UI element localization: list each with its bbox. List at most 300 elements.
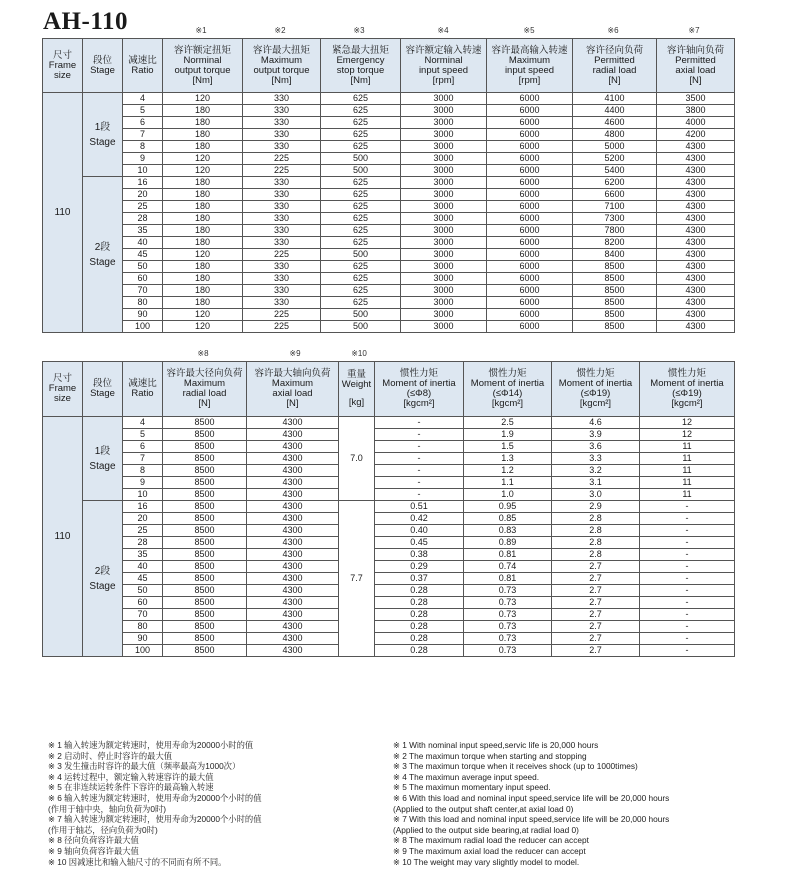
weight-cell: 7.7 — [339, 501, 375, 657]
value-cell: 8500 — [163, 621, 247, 633]
value-cell: 330 — [243, 273, 321, 285]
value-cell: 0.28 — [375, 621, 464, 633]
header-maximum-radial-load: 容许最大径向负荷 Maximum radial load [N] — [163, 362, 247, 417]
value-cell: 2.8 — [552, 537, 640, 549]
value-cell: 330 — [243, 225, 321, 237]
spec-table-2 — [42, 361, 735, 657]
value-cell: 0.28 — [375, 585, 464, 597]
value-cell: 180 — [163, 105, 243, 117]
value-cell: 4300 — [247, 621, 339, 633]
stage-label-cn: 2段 — [94, 241, 111, 253]
value-cell: 4300 — [247, 489, 339, 501]
value-cell: 0.73 — [464, 645, 552, 657]
value-cell: 6000 — [487, 237, 573, 249]
note-marker: ※3 — [353, 26, 365, 35]
table-row — [43, 93, 735, 105]
value-cell: 2.8 — [552, 525, 640, 537]
value-cell: 0.42 — [375, 513, 464, 525]
value-cell: 330 — [243, 177, 321, 189]
ratio-cell: 25 — [123, 201, 163, 213]
value-cell: 12 — [640, 429, 735, 441]
value-cell: 0.73 — [464, 597, 552, 609]
table1-note-markers — [0, 26, 786, 36]
header-nominal-output-torque: 容许额定扭矩 Norminal output torque [Nm] — [163, 39, 243, 93]
stage-cell — [83, 501, 123, 657]
table-row — [43, 525, 735, 537]
value-cell: - — [375, 441, 464, 453]
value-cell: 4400 — [573, 105, 657, 117]
note-marker: ※6 — [607, 26, 619, 35]
weight-cell: 7.0 — [339, 417, 375, 501]
value-cell: 1.5 — [464, 441, 552, 453]
value-cell: 120 — [163, 249, 243, 261]
footnote-en: ※ 5 The maximun momentary input speed. — [393, 782, 551, 793]
value-cell: 4600 — [573, 117, 657, 129]
value-cell: 0.85 — [464, 513, 552, 525]
ratio-cell: 8 — [123, 465, 163, 477]
header-inertia-phi8: 惯性力矩 Moment of inertia (≤Φ8) [kgcm²] — [375, 362, 464, 417]
ratio-cell: 50 — [123, 585, 163, 597]
value-cell: 6000 — [487, 225, 573, 237]
value-cell: 120 — [163, 309, 243, 321]
spec-table-1 — [42, 38, 735, 333]
table-row — [43, 225, 735, 237]
ratio-cell: 10 — [123, 165, 163, 177]
value-cell: 11 — [640, 453, 735, 465]
ratio-cell: 70 — [123, 285, 163, 297]
value-cell: 4300 — [247, 585, 339, 597]
ratio-cell: 5 — [123, 105, 163, 117]
table2-note-markers — [0, 349, 786, 359]
value-cell: 225 — [243, 309, 321, 321]
table-row — [43, 597, 735, 609]
table-row — [43, 573, 735, 585]
ratio-cell: 28 — [123, 537, 163, 549]
footnote-cn: ※ 3 发生撞击时容许的最大值（频率最高为1000次） — [48, 761, 241, 772]
value-cell: 3000 — [401, 225, 487, 237]
value-cell: 8500 — [163, 573, 247, 585]
table-row — [43, 297, 735, 309]
value-cell: 4300 — [657, 225, 735, 237]
value-cell: 330 — [243, 93, 321, 105]
value-cell: 2.7 — [552, 585, 640, 597]
value-cell: 3000 — [401, 213, 487, 225]
value-cell: 6000 — [487, 297, 573, 309]
value-cell: 2.7 — [552, 633, 640, 645]
value-cell: - — [375, 477, 464, 489]
note-marker: ※1 — [195, 26, 207, 35]
footnote-en: ※ 9 The maximum axial load the reducer can accept — [393, 845, 586, 856]
ratio-cell: 6 — [123, 117, 163, 129]
value-cell: 4800 — [573, 129, 657, 141]
value-cell: 180 — [163, 189, 243, 201]
value-cell: 3000 — [401, 309, 487, 321]
ratio-cell: 9 — [123, 477, 163, 489]
value-cell: - — [640, 597, 735, 609]
value-cell: 8500 — [163, 477, 247, 489]
note-marker: ※4 — [437, 26, 449, 35]
stage-label-en: Stage — [89, 460, 116, 472]
value-cell: 4300 — [247, 429, 339, 441]
value-cell: 225 — [243, 153, 321, 165]
value-cell: 180 — [163, 213, 243, 225]
value-cell: 3500 — [657, 93, 735, 105]
value-cell: 330 — [243, 189, 321, 201]
value-cell: 4300 — [657, 297, 735, 309]
value-cell: 2.5 — [464, 417, 552, 429]
value-cell: 625 — [321, 285, 401, 297]
ratio-cell: 4 — [123, 93, 163, 105]
value-cell: 4300 — [657, 285, 735, 297]
value-cell: 11 — [640, 489, 735, 501]
value-cell: 180 — [163, 261, 243, 273]
value-cell: 8500 — [573, 297, 657, 309]
value-cell: 8500 — [163, 585, 247, 597]
table-row — [43, 489, 735, 501]
value-cell: 4300 — [247, 609, 339, 621]
ratio-cell: 60 — [123, 273, 163, 285]
value-cell: 1.3 — [464, 453, 552, 465]
footnote-cn: ※ 2 启动时、停止时容许的最大值 — [48, 750, 173, 761]
value-cell: 6000 — [487, 189, 573, 201]
table-row — [43, 201, 735, 213]
value-cell: 7100 — [573, 201, 657, 213]
value-cell: 0.73 — [464, 609, 552, 621]
value-cell: 0.40 — [375, 525, 464, 537]
ratio-cell: 35 — [123, 549, 163, 561]
value-cell: 330 — [243, 213, 321, 225]
value-cell: 4300 — [247, 477, 339, 489]
value-cell: 8500 — [163, 609, 247, 621]
value-cell: 0.28 — [375, 597, 464, 609]
value-cell: 4200 — [657, 129, 735, 141]
value-cell: 6600 — [573, 189, 657, 201]
value-cell: 4300 — [247, 453, 339, 465]
value-cell: 3000 — [401, 153, 487, 165]
value-cell: 120 — [163, 93, 243, 105]
table-row — [43, 633, 735, 645]
note-marker: ※5 — [523, 26, 535, 35]
value-cell: 4300 — [657, 237, 735, 249]
value-cell: 8500 — [163, 453, 247, 465]
value-cell: 6000 — [487, 153, 573, 165]
value-cell: 6000 — [487, 93, 573, 105]
value-cell: 120 — [163, 321, 243, 333]
value-cell: 625 — [321, 117, 401, 129]
frame-size-cell: 110 — [43, 417, 83, 657]
value-cell: 6200 — [573, 177, 657, 189]
header-emergency-stop-torque: 紧急最大扭矩 Emergency stop torque [Nm] — [321, 39, 401, 93]
ratio-cell: 5 — [123, 429, 163, 441]
value-cell: 0.38 — [375, 549, 464, 561]
value-cell: 180 — [163, 285, 243, 297]
value-cell: 3000 — [401, 141, 487, 153]
value-cell: 8500 — [163, 501, 247, 513]
value-cell: 3000 — [401, 129, 487, 141]
stage-label-cn: 1段 — [94, 445, 111, 457]
value-cell: 3000 — [401, 261, 487, 273]
ratio-cell: 90 — [123, 633, 163, 645]
ratio-cell: 7 — [123, 129, 163, 141]
value-cell: 8500 — [163, 429, 247, 441]
value-cell: - — [640, 525, 735, 537]
value-cell: 8500 — [163, 465, 247, 477]
value-cell: 7300 — [573, 213, 657, 225]
table-row — [43, 165, 735, 177]
value-cell: - — [640, 609, 735, 621]
value-cell: 3000 — [401, 177, 487, 189]
value-cell: 180 — [163, 237, 243, 249]
table-row — [43, 141, 735, 153]
note-marker: ※2 — [274, 26, 286, 35]
value-cell: 225 — [243, 165, 321, 177]
ratio-cell: 100 — [123, 321, 163, 333]
header-permitted-axial-load: 容许轴向负荷 Permitted axial load [N] — [657, 39, 735, 93]
value-cell: 180 — [163, 225, 243, 237]
value-cell: - — [375, 417, 464, 429]
footnote-en: (Applied to the output shaft center,at axial load 0) — [393, 803, 574, 814]
value-cell: 180 — [163, 297, 243, 309]
header-frame-size: 尺寸 Frame size — [43, 362, 83, 417]
table-row — [43, 537, 735, 549]
value-cell: 0.29 — [375, 561, 464, 573]
value-cell: - — [640, 501, 735, 513]
value-cell: 11 — [640, 477, 735, 489]
value-cell: 0.51 — [375, 501, 464, 513]
ratio-cell: 10 — [123, 489, 163, 501]
value-cell: 6000 — [487, 309, 573, 321]
value-cell: 8500 — [163, 513, 247, 525]
value-cell: 2.7 — [552, 609, 640, 621]
value-cell: 330 — [243, 237, 321, 249]
value-cell: - — [375, 453, 464, 465]
value-cell: 3000 — [401, 165, 487, 177]
footnote-en: ※ 1 With nominal input speed,servic life is 20,000 hours — [393, 740, 599, 750]
table-row — [43, 477, 735, 489]
value-cell: 2.8 — [552, 549, 640, 561]
value-cell: 330 — [243, 285, 321, 297]
table-row — [43, 549, 735, 561]
table-row — [43, 465, 735, 477]
value-cell: - — [640, 549, 735, 561]
value-cell: 8500 — [163, 525, 247, 537]
value-cell: 4300 — [657, 189, 735, 201]
header-nominal-input-speed: 容许额定输入转速 Norminal input speed [rpm] — [401, 39, 487, 93]
footnote-en: (Applied to the output side bearing,at radial load 0) — [393, 824, 579, 835]
value-cell: 4300 — [657, 201, 735, 213]
ratio-cell: 4 — [123, 417, 163, 429]
ratio-cell: 80 — [123, 297, 163, 309]
footnote-en: ※ 4 The maximun average input speed. — [393, 771, 540, 782]
value-cell: 1.2 — [464, 465, 552, 477]
table-row — [43, 177, 735, 189]
value-cell: 0.74 — [464, 561, 552, 573]
value-cell: 330 — [243, 117, 321, 129]
value-cell: 180 — [163, 129, 243, 141]
value-cell: 1.9 — [464, 429, 552, 441]
header-inertia-phi19-b: 惯性力矩 Moment of inertia (≤Φ19) [kgcm²] — [640, 362, 735, 417]
value-cell: 0.73 — [464, 585, 552, 597]
value-cell: 4300 — [247, 537, 339, 549]
header-frame-size: 尺寸 Frame size — [43, 39, 83, 93]
ratio-cell: 100 — [123, 645, 163, 657]
footnote-cn: ※ 7 输入转速为额定转速时，使用寿命为20000个小时的值 — [48, 814, 262, 825]
value-cell: 4300 — [657, 273, 735, 285]
value-cell: 8500 — [573, 273, 657, 285]
value-cell: 4300 — [657, 141, 735, 153]
value-cell: 2.7 — [552, 573, 640, 585]
ratio-cell: 16 — [123, 501, 163, 513]
value-cell: 3000 — [401, 105, 487, 117]
value-cell: 2.7 — [552, 645, 640, 657]
header-maximum-output-torque: 容许最大扭矩 Maximum output torque [Nm] — [243, 39, 321, 93]
table-row — [43, 309, 735, 321]
value-cell: 3800 — [657, 105, 735, 117]
ratio-cell: 20 — [123, 513, 163, 525]
ratio-cell: 70 — [123, 609, 163, 621]
value-cell: 1.1 — [464, 477, 552, 489]
value-cell: 6000 — [487, 129, 573, 141]
value-cell: 4300 — [657, 309, 735, 321]
value-cell: 625 — [321, 201, 401, 213]
value-cell: 8400 — [573, 249, 657, 261]
stage-label-en: Stage — [89, 256, 116, 268]
value-cell: 5000 — [573, 141, 657, 153]
table-row — [43, 645, 735, 657]
footnote-cn: (作用于轴芯，径向负荷为0时) — [48, 824, 158, 835]
value-cell: 3000 — [401, 201, 487, 213]
stage-label-cn: 2段 — [94, 565, 111, 577]
ratio-cell: 28 — [123, 213, 163, 225]
table-row — [43, 285, 735, 297]
value-cell: 225 — [243, 321, 321, 333]
value-cell: 4000 — [657, 117, 735, 129]
value-cell: 180 — [163, 141, 243, 153]
table-row — [43, 273, 735, 285]
value-cell: 3.0 — [552, 489, 640, 501]
note-marker: ※10 — [351, 349, 367, 358]
value-cell: 4300 — [247, 561, 339, 573]
value-cell: 8500 — [163, 537, 247, 549]
ratio-cell: 9 — [123, 153, 163, 165]
value-cell: 3000 — [401, 189, 487, 201]
value-cell: 2.8 — [552, 513, 640, 525]
table-row — [43, 117, 735, 129]
ratio-cell: 7 — [123, 453, 163, 465]
value-cell: 6000 — [487, 321, 573, 333]
table-row — [43, 249, 735, 261]
ratio-cell: 45 — [123, 573, 163, 585]
table-row — [43, 129, 735, 141]
footnote-en: ※ 7 With this load and nominal input speed,service life will be 20,000 hours — [393, 814, 670, 825]
ratio-cell: 6 — [123, 441, 163, 453]
table-row — [43, 237, 735, 249]
note-marker: ※7 — [688, 26, 700, 35]
value-cell: 6000 — [487, 261, 573, 273]
value-cell: 120 — [163, 153, 243, 165]
value-cell: 6000 — [487, 177, 573, 189]
value-cell: 12 — [640, 417, 735, 429]
value-cell: 4.6 — [552, 417, 640, 429]
value-cell: 4300 — [657, 165, 735, 177]
footnotes-chinese — [48, 740, 262, 867]
header-stage: 段位 Stage — [83, 39, 123, 93]
value-cell: 0.45 — [375, 537, 464, 549]
value-cell: 8500 — [163, 645, 247, 657]
header-inertia-phi14: 惯性力矩 Moment of inertia (≤Φ14) [kgcm²] — [464, 362, 552, 417]
value-cell: 6000 — [487, 105, 573, 117]
value-cell: 7800 — [573, 225, 657, 237]
value-cell: 2.7 — [552, 597, 640, 609]
value-cell: 4300 — [657, 249, 735, 261]
value-cell: 4300 — [247, 465, 339, 477]
value-cell: 8500 — [163, 441, 247, 453]
value-cell: 1.0 — [464, 489, 552, 501]
ratio-cell: 25 — [123, 525, 163, 537]
note-marker: ※8 — [197, 349, 209, 358]
value-cell: 3000 — [401, 273, 487, 285]
value-cell: 330 — [243, 141, 321, 153]
value-cell: 625 — [321, 297, 401, 309]
stage-label-en: Stage — [89, 580, 116, 592]
value-cell: - — [375, 465, 464, 477]
footnote-cn: ※ 5 在非连续运转条件下容许的最高输入转速 — [48, 782, 214, 793]
value-cell: 625 — [321, 237, 401, 249]
stage-cell — [83, 177, 123, 333]
value-cell: 6000 — [487, 117, 573, 129]
value-cell: 6000 — [487, 165, 573, 177]
header-maximum-axial-load: 容许最大轴向负荷 Maximum axial load [N] — [247, 362, 339, 417]
header-ratio: 减速比 Ratio — [123, 362, 163, 417]
value-cell: 2.7 — [552, 621, 640, 633]
value-cell: 4300 — [247, 573, 339, 585]
value-cell: 0.81 — [464, 549, 552, 561]
note-marker: ※9 — [289, 349, 301, 358]
value-cell: 4300 — [247, 549, 339, 561]
value-cell: 8500 — [573, 309, 657, 321]
value-cell: 3000 — [401, 237, 487, 249]
value-cell: 0.89 — [464, 537, 552, 549]
ratio-cell: 90 — [123, 309, 163, 321]
value-cell: 625 — [321, 177, 401, 189]
value-cell: 500 — [321, 165, 401, 177]
value-cell: 4300 — [247, 645, 339, 657]
value-cell: 0.95 — [464, 501, 552, 513]
value-cell: 625 — [321, 261, 401, 273]
stage-cell — [83, 93, 123, 177]
value-cell: 4300 — [247, 441, 339, 453]
header-permitted-radial-load: 容许径向负荷 Permitted radial load [N] — [573, 39, 657, 93]
value-cell: 625 — [321, 93, 401, 105]
header-maximum-input-speed: 容许最高输入转速 Maximum input speed [rpm] — [487, 39, 573, 93]
value-cell: 625 — [321, 129, 401, 141]
table-row — [43, 621, 735, 633]
footnotes-english — [393, 740, 669, 867]
value-cell: 500 — [321, 321, 401, 333]
ratio-cell: 20 — [123, 189, 163, 201]
value-cell: 6000 — [487, 285, 573, 297]
value-cell: 225 — [243, 249, 321, 261]
value-cell: 330 — [243, 105, 321, 117]
ratio-cell: 40 — [123, 561, 163, 573]
value-cell: - — [640, 537, 735, 549]
frame-size-cell: 110 — [43, 93, 83, 333]
value-cell: - — [640, 633, 735, 645]
value-cell: - — [640, 645, 735, 657]
value-cell: 0.83 — [464, 525, 552, 537]
footnote-en: ※ 2 The maximun torque when starting and stopping — [393, 750, 587, 761]
value-cell: 3000 — [401, 285, 487, 297]
